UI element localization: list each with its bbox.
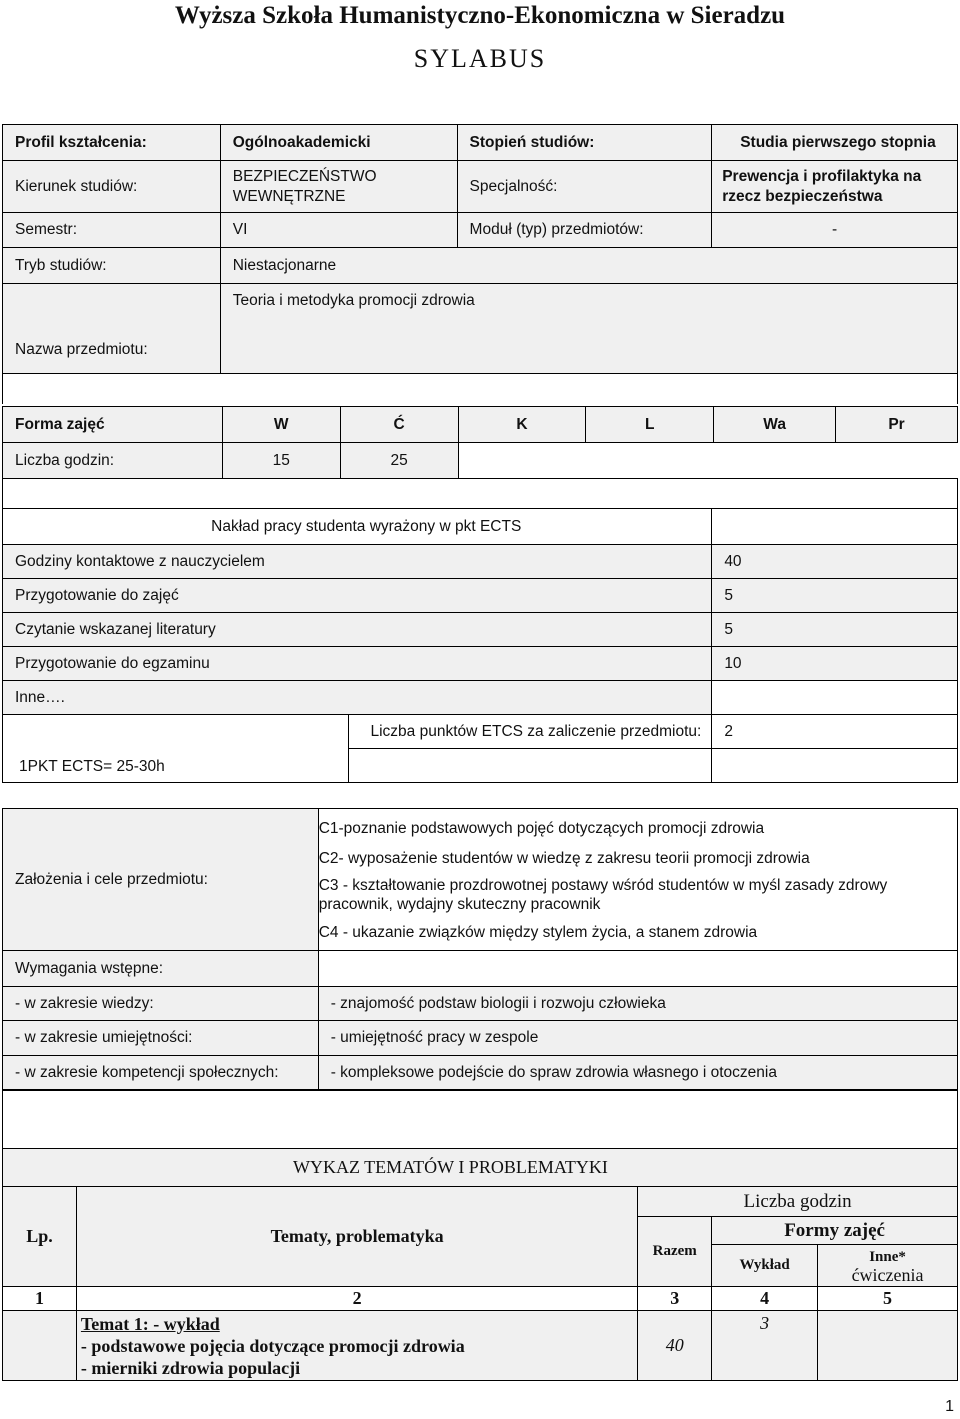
ects-row xyxy=(3,613,958,647)
form-header: Pr xyxy=(836,407,958,443)
topic-content xyxy=(76,1311,637,1381)
specialty-label: Specjalność: xyxy=(457,161,712,213)
ects-points-value: 2 xyxy=(712,715,958,749)
col-number: 3 xyxy=(638,1287,712,1311)
ects-other-row xyxy=(3,681,958,715)
col-razem: Razem xyxy=(638,1217,712,1287)
ects-row-label: Godziny kontaktowe z nauczycielem xyxy=(3,545,712,579)
course-info-table xyxy=(2,124,958,404)
topics-header-row1 xyxy=(3,1187,958,1217)
ects-row xyxy=(3,579,958,613)
ects-row xyxy=(3,647,958,681)
field-value xyxy=(220,161,457,213)
course-name-row xyxy=(3,284,958,374)
requirements-label: Wymagania wstępne: xyxy=(3,951,319,987)
document-title: SYLABUS xyxy=(413,44,547,73)
goals-table xyxy=(2,808,958,1090)
goal-item: C1-poznanie podstawowych pojęć dotyczących promocji zdrowia xyxy=(318,820,765,837)
spacer-cell xyxy=(3,374,958,404)
specialty-value xyxy=(712,161,958,213)
field-label: Kierunek studiów: xyxy=(3,161,221,213)
study-mode-row xyxy=(3,248,958,284)
goals-row xyxy=(3,809,958,951)
col-forms: Formy zajęć xyxy=(712,1217,958,1245)
forms-header-row xyxy=(3,407,958,443)
topics-spacer xyxy=(3,1091,958,1149)
ects-points-row xyxy=(3,715,958,749)
col-cwiczenia-label: ćwiczenia xyxy=(851,1264,924,1285)
semester-label: Semestr: xyxy=(3,213,221,248)
requirement-label: - w zakresie kompetencji społecznych: xyxy=(3,1056,319,1090)
university-name: Wyższa Szkoła Humanistyczno-Ekonomiczna w Sieradzu xyxy=(174,2,786,29)
study-mode-label: Tryb studiów: xyxy=(3,248,221,284)
form-header: W xyxy=(222,407,340,443)
col-inne-label: Inne* xyxy=(869,1248,906,1265)
goal-item: C4 - ukazanie związków między stylem życia, a stanem zdrowia xyxy=(318,924,758,941)
col-inne xyxy=(818,1245,958,1287)
requirement-row xyxy=(3,1056,958,1090)
requirement-value: - znajomość podstaw biologii i rozwoju człowieka xyxy=(318,987,957,1021)
forms-label: Forma zajęć xyxy=(3,407,223,443)
form-header: K xyxy=(458,407,586,443)
topic-wyklad: 3 xyxy=(712,1311,818,1381)
course-name-label: Nazwa przedmiotu: xyxy=(3,284,221,374)
field-row xyxy=(3,161,958,213)
semester-row xyxy=(3,213,958,248)
topic-lp xyxy=(3,1311,77,1381)
module-value: - xyxy=(712,213,958,248)
study-mode-value: Niestacjonarne xyxy=(220,248,957,284)
ects-bottom-mid xyxy=(348,749,712,783)
col-number: 1 xyxy=(3,1287,77,1311)
col-number: 4 xyxy=(712,1287,818,1311)
ects-row-label: Czytanie wskazanej literatury xyxy=(3,613,712,647)
goals-list xyxy=(318,809,957,951)
ects-row-value: 10 xyxy=(712,647,958,681)
form-header: Wa xyxy=(714,407,836,443)
hours-label: Liczba godzin: xyxy=(3,443,223,479)
topic-row xyxy=(3,1311,958,1381)
topics-title-row xyxy=(3,1149,958,1187)
specialty-value-line2: rzecz bezpieczeństwa xyxy=(722,187,883,205)
col-lp: Lp. xyxy=(3,1187,77,1287)
class-forms-table xyxy=(2,406,958,479)
requirement-label: - w zakresie umiejętności: xyxy=(3,1021,319,1056)
ects-note: 1PKT ECTS= 25-30h xyxy=(3,715,349,783)
ects-title-row xyxy=(3,509,958,545)
topic-line: - mierniki zdrowia populacji xyxy=(80,1357,301,1378)
ects-row-label: Przygotowanie do zajęć xyxy=(3,579,712,613)
topic-title: Temat 1: - wykład xyxy=(80,1313,220,1334)
field-value-line2: WEWNĘTRZNE xyxy=(232,187,346,205)
form-header: L xyxy=(586,407,714,443)
topic-inne xyxy=(818,1311,958,1381)
topic-razem: 40 xyxy=(638,1311,712,1381)
ects-points-label: Liczba punktów ETCS za zaliczenie przedmiotu: xyxy=(348,715,712,749)
ects-spacer-row xyxy=(3,479,958,509)
requirement-value: - umiejętność pracy w zespole xyxy=(318,1021,957,1056)
col-hours: Liczba godzin xyxy=(638,1187,958,1217)
ects-other-label: Inne…. xyxy=(3,681,712,715)
requirement-value: - kompleksowe podejście do spraw zdrowia własnego i otoczenia xyxy=(318,1056,957,1090)
ects-title: Nakład pracy studenta wyrażony w pkt ECTS xyxy=(3,509,712,545)
ects-table xyxy=(2,478,958,783)
ects-bottom-right xyxy=(712,749,958,783)
goals-label: Założenia i cele przedmiotu: xyxy=(3,809,319,951)
degree-label: Stopień studiów: xyxy=(457,125,712,161)
topics-table xyxy=(2,1090,958,1381)
profile-label: Profil kształcenia: xyxy=(3,125,221,161)
ects-row-value: 5 xyxy=(712,579,958,613)
requirement-label: - w zakresie wiedzy: xyxy=(3,987,319,1021)
topics-spacer-row xyxy=(3,1091,958,1149)
col-wyklad: Wykład xyxy=(712,1245,818,1287)
semester-value: VI xyxy=(220,213,457,248)
requirements-header-value xyxy=(318,951,957,987)
hours-row xyxy=(3,443,958,479)
form-header: Ć xyxy=(340,407,458,443)
page-number: 1 xyxy=(945,1398,954,1415)
goal-item: C2- wyposażenie studentów w wiedzę z zakresu teorii promocji zdrowia xyxy=(318,850,810,867)
goal-item: C3 - kształtowanie prozdrowotnej postawy wśród studentów w myśl zasady zdrowy pracownik, wydajny skuteczny pracownik xyxy=(318,877,888,913)
ects-other-value xyxy=(712,681,958,715)
degree-value: Studia pierwszego stopnia xyxy=(712,125,958,161)
requirements-header-row xyxy=(3,951,958,987)
hours-value: 25 xyxy=(340,443,458,479)
topics-title: WYKAZ TEMATÓW I PROBLEMATYKI xyxy=(3,1149,958,1187)
hours-value: 15 xyxy=(222,443,340,479)
hours-empty xyxy=(458,443,957,479)
ects-row-value: 5 xyxy=(712,613,958,647)
ects-row-label: Przygotowanie do egzaminu xyxy=(3,647,712,681)
module-label: Moduł (typ) przedmiotów: xyxy=(457,213,712,248)
spacer-row xyxy=(3,374,958,404)
requirement-row xyxy=(3,987,958,1021)
field-value-line1: BEZPIECZEŃSTWO xyxy=(232,167,377,185)
specialty-value-line1: Prewencja i profilaktyka na xyxy=(722,167,922,185)
course-name-value: Teoria i metodyka promocji zdrowia xyxy=(220,284,957,374)
ects-row xyxy=(3,545,958,579)
topic-line: - podstawowe pojęcia dotyczące promocji zdrowia xyxy=(80,1335,465,1356)
ects-row-value: 40 xyxy=(712,545,958,579)
profile-value: Ogólnoakademicki xyxy=(220,125,457,161)
topics-number-row xyxy=(3,1287,958,1311)
col-number: 2 xyxy=(76,1287,637,1311)
profile-row xyxy=(3,125,958,161)
requirement-row xyxy=(3,1021,958,1056)
col-number: 5 xyxy=(818,1287,958,1311)
ects-title-side xyxy=(712,509,958,545)
ects-spacer xyxy=(3,479,958,509)
col-topics: Tematy, problematyka xyxy=(76,1187,637,1287)
